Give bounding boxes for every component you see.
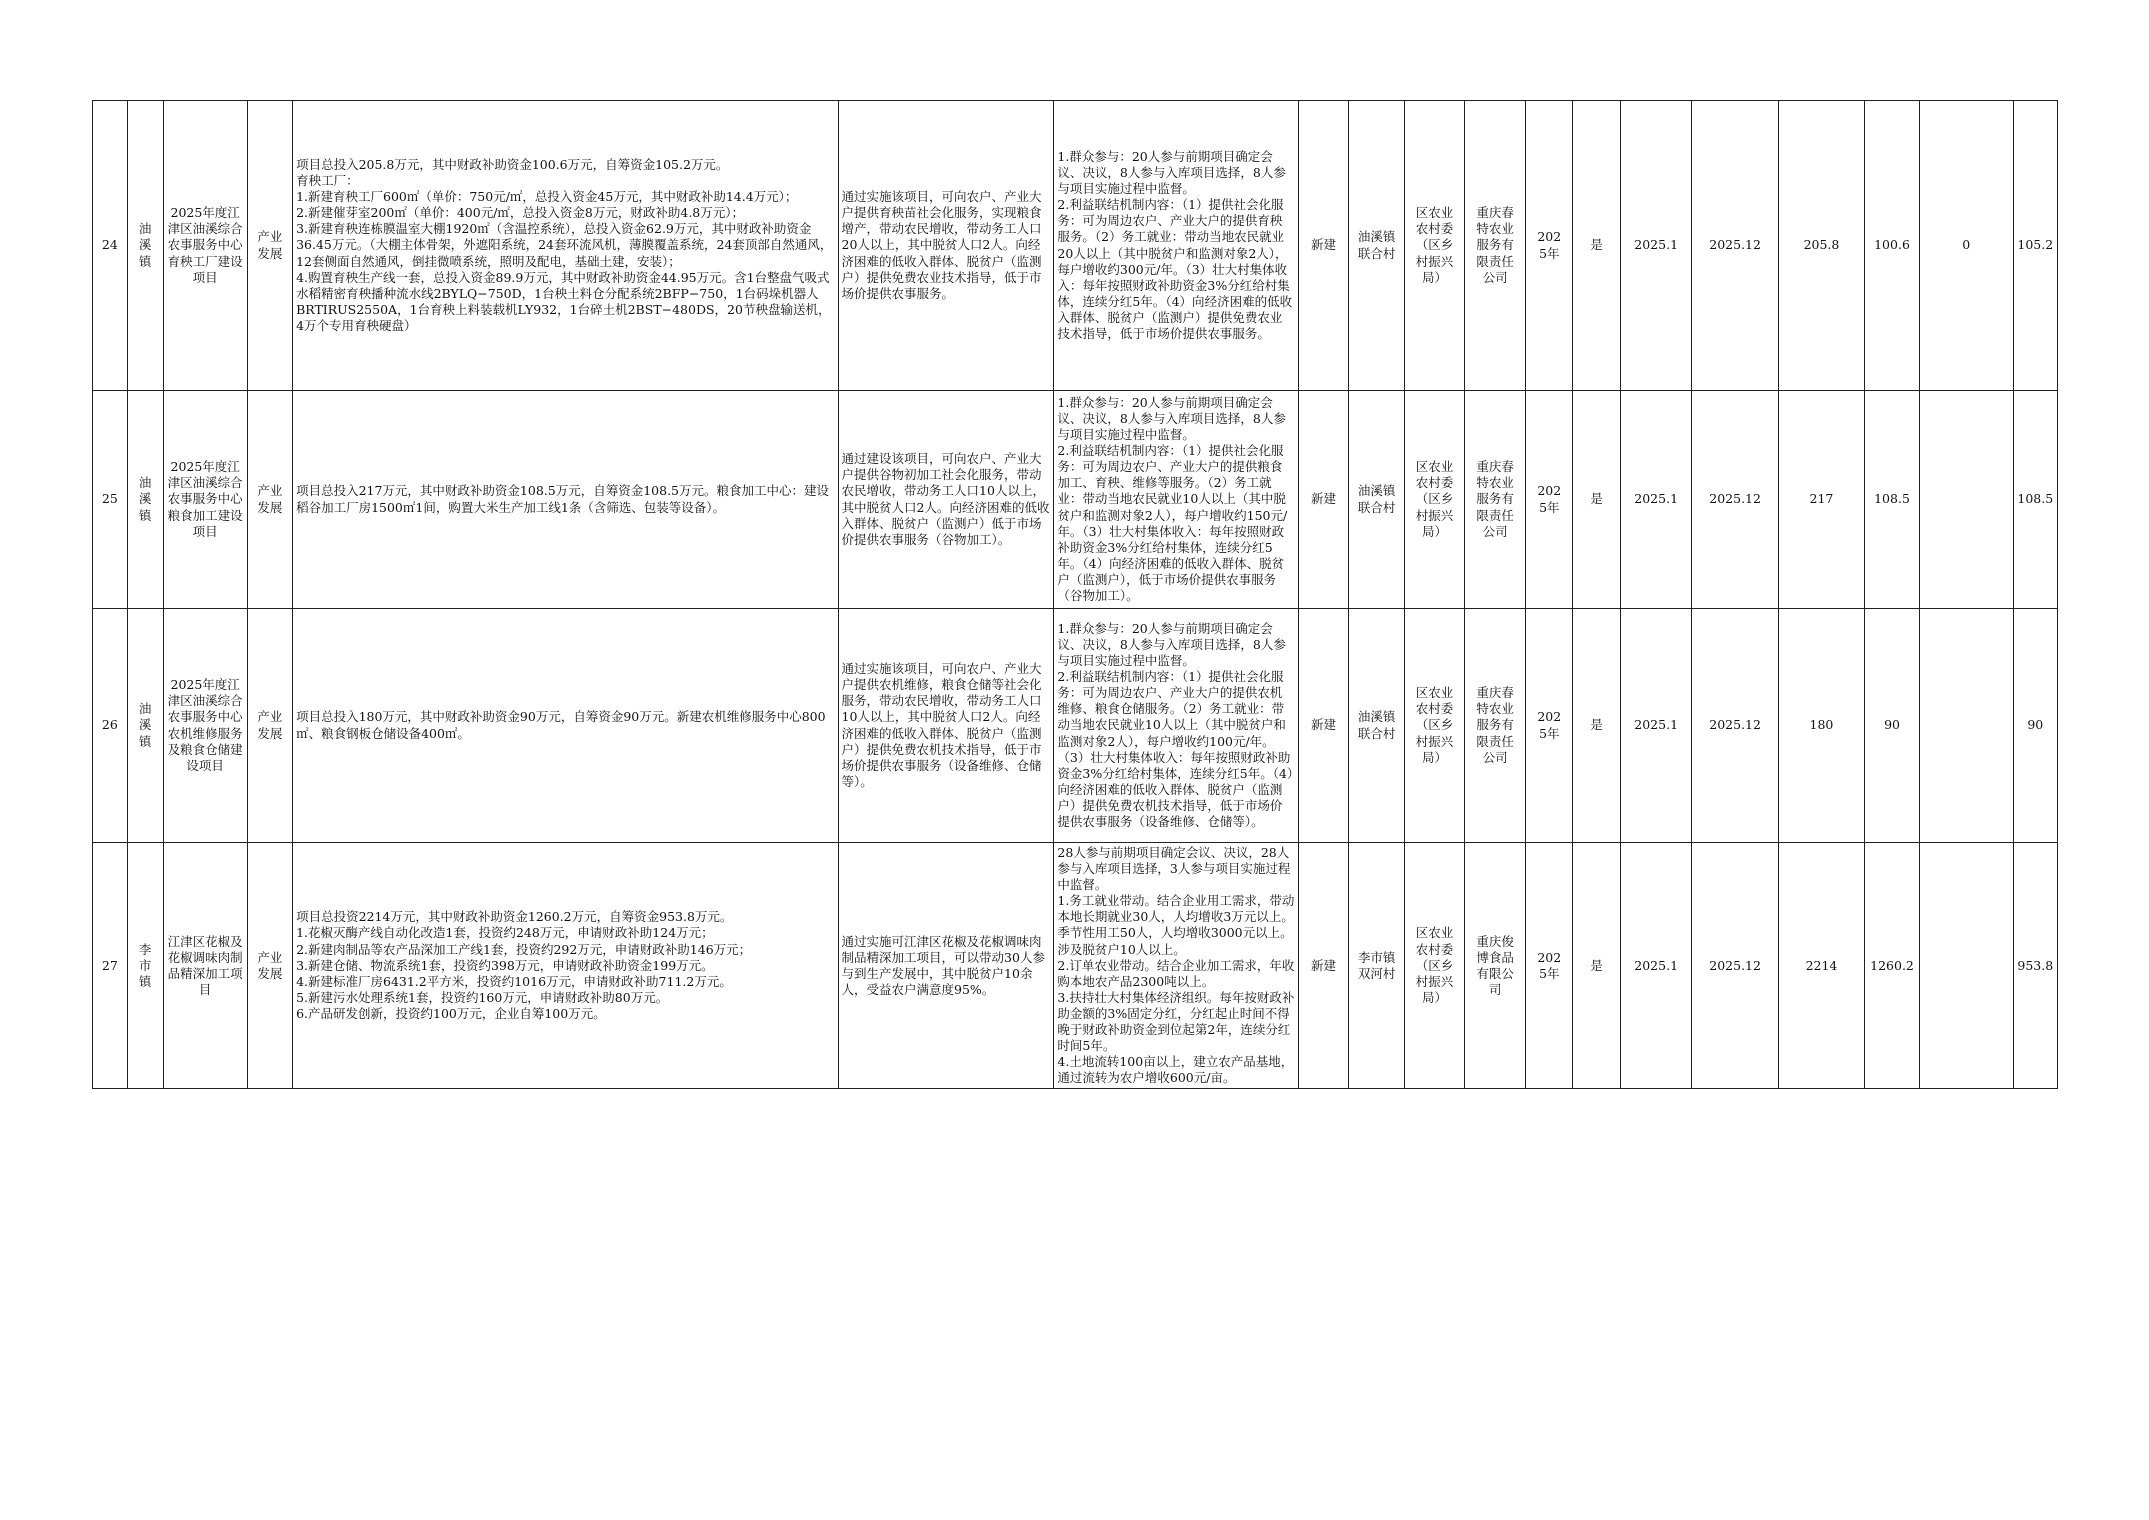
- mechanism-cell: [1054, 391, 1298, 609]
- other-funds-cell: [1919, 391, 2013, 609]
- location-cell: 油溪镇联合村: [1349, 609, 1405, 843]
- row-number-cell: 27: [93, 843, 128, 1089]
- mechanism-line: 2.订单农业带动。结合企业加工需求，年收购本地农产品2300吨以上。: [1057, 957, 1295, 989]
- category-cell: 产业发展: [247, 391, 292, 609]
- mechanism-line: 1.群众参与：20人参与前期项目确定会议、决议，8人参与入库项目选择，8人参与项目实施过程中监督。: [1057, 394, 1286, 443]
- content-line: 5.新建污水处理系统1套，投资约160万元，申请财政补助80万元。: [296, 989, 669, 1005]
- department-cell: 区农业农村委（区乡村振兴局）: [1405, 843, 1465, 1089]
- project-name-cell: 2025年度江津区油溪综合农事服务中心粮食加工建设项目: [163, 391, 247, 609]
- construction-type-cell: 新建: [1298, 101, 1349, 391]
- location-cell: 油溪镇联合村: [1349, 101, 1405, 391]
- content-line: 项目总投入217万元，其中财政补助资金108.5万元，自筹资金108.5万元。粮食加工中心：建设稻谷加工厂房1500㎡1间，购置大米生产加工线1条（含筛选、包装等设备）。: [296, 483, 829, 515]
- row-number-cell: 26: [93, 609, 128, 843]
- mechanism-line: 1.群众参与：20人参与前期项目确定会议、决议，8人参与入库项目选择，8人参与项目实施过程中监督。: [1057, 620, 1286, 669]
- project-name-cell: 2025年度江津区油溪综合农事服务中心农机维修服务及粮食仓储建设项目: [163, 609, 247, 843]
- category-cell: 产业发展: [247, 843, 292, 1089]
- content-line: 4.购置育秧生产线一套，总投入资金89.9万元，其中财政补助资金44.95万元。含1台整盘气吸式水稻精密育秧播种流水线2BYLQ−750D，1台秧土料仓分配系统2BFP−750，1台码垛机器人BRTIRUS2550A，1台育秧上料装载机LY932，1台碎土机2BST−480DS，20节秧盘输送机，4万个专用育秧硬盘）: [296, 269, 831, 333]
- self-funds-cell: 90: [2013, 609, 2057, 843]
- content-line: 3.新建育秧连栋膜温室大棚1920㎡（含温控系统），总投入资金62.9万元，其中财政补助资金36.45万元。（大棚主体骨架，外遮阳系统，24套环流风机，薄膜覆盖系统，24套顶部自然通风，12套侧面自然通风，倒挂微喷系统，照明及配电，基础土建，安装）；: [296, 221, 833, 269]
- table-row: [93, 101, 2058, 391]
- category-cell: 产业发展: [247, 609, 292, 843]
- owner-cell: 重庆春特农业服务有限责任公司: [1465, 391, 1526, 609]
- owner-cell: 重庆春特农业服务有限责任公司: [1465, 609, 1526, 843]
- content-line: 3.新建仓储、物流系统1套，投资约398万元，申请财政补助资金199万元。: [296, 957, 714, 973]
- flag-cell: 是: [1573, 609, 1620, 843]
- project-table: [92, 100, 2058, 1089]
- content-line: 1.花椒灭酶产线自动化改造1套，投资约248万元，申请财政补助124万元；: [296, 925, 714, 941]
- mechanism-cell: [1054, 843, 1298, 1089]
- content-line: 育秧工厂：: [296, 173, 359, 189]
- fiscal-funds-cell: 108.5: [1865, 391, 1920, 609]
- start-date-cell: 2025.1: [1620, 391, 1692, 609]
- end-date-cell: 2025.12: [1692, 843, 1778, 1089]
- content-cell: [293, 391, 838, 609]
- mechanism-cell: [1054, 101, 1298, 391]
- department-cell: 区农业农村委（区乡村振兴局）: [1405, 391, 1465, 609]
- row-number-cell: 25: [93, 391, 128, 609]
- project-name-cell: 2025年度江津区油溪综合农事服务中心育秧工厂建设项目: [163, 101, 247, 391]
- fiscal-funds-cell: 100.6: [1865, 101, 1920, 391]
- other-funds-cell: [1919, 609, 2013, 843]
- table-row: [93, 843, 2058, 1089]
- content-line: 1.新建育秧工厂600㎡（单价：750元/㎡，总投入资金45万元，其中财政补助14.4万元）；: [296, 189, 798, 205]
- end-date-cell: 2025.12: [1692, 101, 1778, 391]
- table-row: [93, 391, 2058, 609]
- content-cell: [293, 101, 838, 391]
- category-cell: 产业发展: [247, 101, 292, 391]
- department-cell: 区农业农村委（区乡村振兴局）: [1405, 609, 1465, 843]
- owner-cell: 重庆俊博食品有限公司: [1465, 843, 1526, 1089]
- fiscal-funds-cell: 90: [1865, 609, 1920, 843]
- year-cell: 2025年: [1526, 391, 1573, 609]
- total-investment-cell: 180: [1778, 609, 1864, 843]
- start-date-cell: 2025.1: [1620, 101, 1692, 391]
- content-line: 项目总投资2214万元，其中财政补助资金1260.2万元，自筹资金953.8万元。: [296, 909, 733, 925]
- location-cell: 油溪镇联合村: [1349, 391, 1405, 609]
- start-date-cell: 2025.1: [1620, 609, 1692, 843]
- end-date-cell: 2025.12: [1692, 391, 1778, 609]
- fiscal-funds-cell: 1260.2: [1865, 843, 1920, 1089]
- town-cell: 油溪镇: [127, 609, 163, 843]
- end-date-cell: 2025.12: [1692, 609, 1778, 843]
- row-number-cell: 24: [93, 101, 128, 391]
- self-funds-cell: 108.5: [2013, 391, 2057, 609]
- total-investment-cell: 217: [1778, 391, 1864, 609]
- total-investment-cell: 2214: [1778, 843, 1864, 1089]
- content-line: 6.产品研发创新，投资约100万元，企业自筹100万元。: [296, 1005, 606, 1021]
- content-line: 4.新建标准厂房6431.2平方米，投资约1016万元，申请财政补助711.2万元。: [296, 973, 732, 989]
- year-cell: 2025年: [1526, 101, 1573, 391]
- content-line: 项目总投入180万元，其中财政补助资金90万元，自筹资金90万元。新建农机维修服务中心800㎡、粮食钢板仓储设备400㎡。: [296, 709, 826, 741]
- year-cell: 2025年: [1526, 609, 1573, 843]
- benefit-cell: 通过实施该项目，可向农户、产业大户提供农机维修，粮食仓储等社会化服务，带动农民增收，带动务工人口10人以上，其中脱贫人口2人。向经济困难的低收入群体、脱贫户（监测户）提供免费农机技术指导，低于市场价提供农事服务（设备维修、仓储等）。: [838, 609, 1054, 843]
- mechanism-line: 2.利益联结机制内容：（1）提供社会化服务：可为周边农户、产业大户的提供粮食加工、育秧、维修等服务。（2）务工就业：带动当地农民就业10人以上（其中脱贫户和监测对象2人），每户增收约150元/年。（3）壮大村集体收入：每年按照财政补助资金3%分红给村集体，连续分红5年。（4）向经济困难的低收入群体、脱贫户（监测户），低于市场价提供农事服务（谷物加工）。: [1057, 443, 1288, 604]
- content-cell: [293, 609, 838, 843]
- mechanism-line: 4.土地流转100亩以上，建立农产品基地，通过流转为农户增收600元/亩。: [1057, 1054, 1294, 1086]
- mechanism-line: 28人参与前期项目确定会议、决议，28人参与入库项目选择，3人参与项目实施过程中监督。: [1057, 845, 1291, 893]
- owner-cell: 重庆春特农业服务有限责任公司: [1465, 101, 1526, 391]
- content-line: 2.新建肉制品等农产品深加工产线1套，投资约292万元，申请财政补助146万元；: [296, 941, 752, 957]
- other-funds-cell: 0: [1919, 101, 2013, 391]
- year-cell: 2025年: [1526, 843, 1573, 1089]
- benefit-cell: 通过实施可江津区花椒及花椒调味肉制品精深加工项目，可以带动30人参与到生产发展中，其中脱贫户10余人，受益农户满意度95%。: [838, 843, 1054, 1089]
- flag-cell: 是: [1573, 391, 1620, 609]
- construction-type-cell: 新建: [1298, 609, 1349, 843]
- start-date-cell: 2025.1: [1620, 843, 1692, 1089]
- table-row: [93, 609, 2058, 843]
- self-funds-cell: 953.8: [2013, 843, 2057, 1089]
- department-cell: 区农业农村委（区乡村振兴局）: [1405, 101, 1465, 391]
- content-line: 项目总投入205.8万元，其中财政补助资金100.6万元，自筹资金105.2万元。: [296, 156, 729, 172]
- content-cell: [293, 843, 838, 1089]
- project-name-cell: 江津区花椒及花椒调味肉制品精深加工项目: [163, 843, 247, 1089]
- flag-cell: 是: [1573, 101, 1620, 391]
- total-investment-cell: 205.8: [1778, 101, 1864, 391]
- benefit-cell: 通过实施该项目，可向农户、产业大户提供育秧苗社会化服务，实现粮食增产，带动农民增收，带动务工人口20人以上，其中脱贫人口2人。向经济困难的低收入群体、脱贫户（监测户）提供免费农业技术指导，低于市场价提供农事服务。: [838, 101, 1054, 391]
- other-funds-cell: [1919, 843, 2013, 1089]
- mechanism-line: 1.群众参与：20人参与前期项目确定会议、决议，8人参与入库项目选择，8人参与项目实施过程中监督。: [1057, 148, 1286, 197]
- mechanism-line: 3.扶持壮大村集体经济组织。每年按财政补助金额的3%固定分红，分红起止时间不得晚于财政补助资金到位起第2年，连续分红时间5年。: [1057, 989, 1295, 1054]
- mechanism-cell: [1054, 609, 1298, 843]
- construction-type-cell: 新建: [1298, 391, 1349, 609]
- mechanism-line: 2.利益联结机制内容：（1）提供社会化服务：可为周边农户、产业大户的提供育秧服务。（2）务工就业：带动当地农民就业20人以上（其中脱贫户和监测对象2人），每户增收约300元/年。（3）壮大村集体收入：每年按照财政补助资金3%分红给村集体，连续分红5年。（4）向经济困难的低收入群体、脱贫户（监测户）提供免费农业技术指导，低于市场价提供农事服务。: [1057, 197, 1293, 341]
- town-cell: 李市镇: [127, 843, 163, 1089]
- flag-cell: 是: [1573, 843, 1620, 1089]
- location-cell: 李市镇双河村: [1349, 843, 1405, 1089]
- mechanism-line: 1.务工就业带动。结合企业用工需求，带动本地长期就业30人，人均增收3万元以上。季节性用工50人，人均增收3000元以上。涉及脱贫户10人以上。: [1057, 893, 1295, 957]
- town-cell: 油溪镇: [127, 101, 163, 391]
- town-cell: 油溪镇: [127, 391, 163, 609]
- mechanism-line: 2.利益联结机制内容：（1）提供社会化服务：可为周边农户、产业大户的提供农机维修、粮食仓储服务。（2）务工就业：带动当地农民就业10人以上（其中脱贫户和监测对象2人），每户增收约100元/年。（3）壮大村集体收入：每年按照财政补助资金3%分红给村集体，连续分红5年。（4）向经济困难的低收入群体、脱贫户（监测户）提供免费农机技术指导，低于市场价提供农事服务（设备维修、仓储等）。: [1057, 669, 1294, 830]
- construction-type-cell: 新建: [1298, 843, 1349, 1089]
- content-line: 2.新建催芽室200㎡（单价：400元/㎡，总投入资金8万元，财政补助4.8万元）；: [296, 205, 745, 221]
- benefit-cell: 通过建设该项目，可向农户、产业大户提供谷物初加工社会化服务，带动农民增收，带动务工人口10人以上，其中脱贫人口2人。向经济困难的低收入群体、脱贫户（监测户）低于市场价提供农事服务（谷物加工）。: [838, 391, 1054, 609]
- self-funds-cell: 105.2: [2013, 101, 2057, 391]
